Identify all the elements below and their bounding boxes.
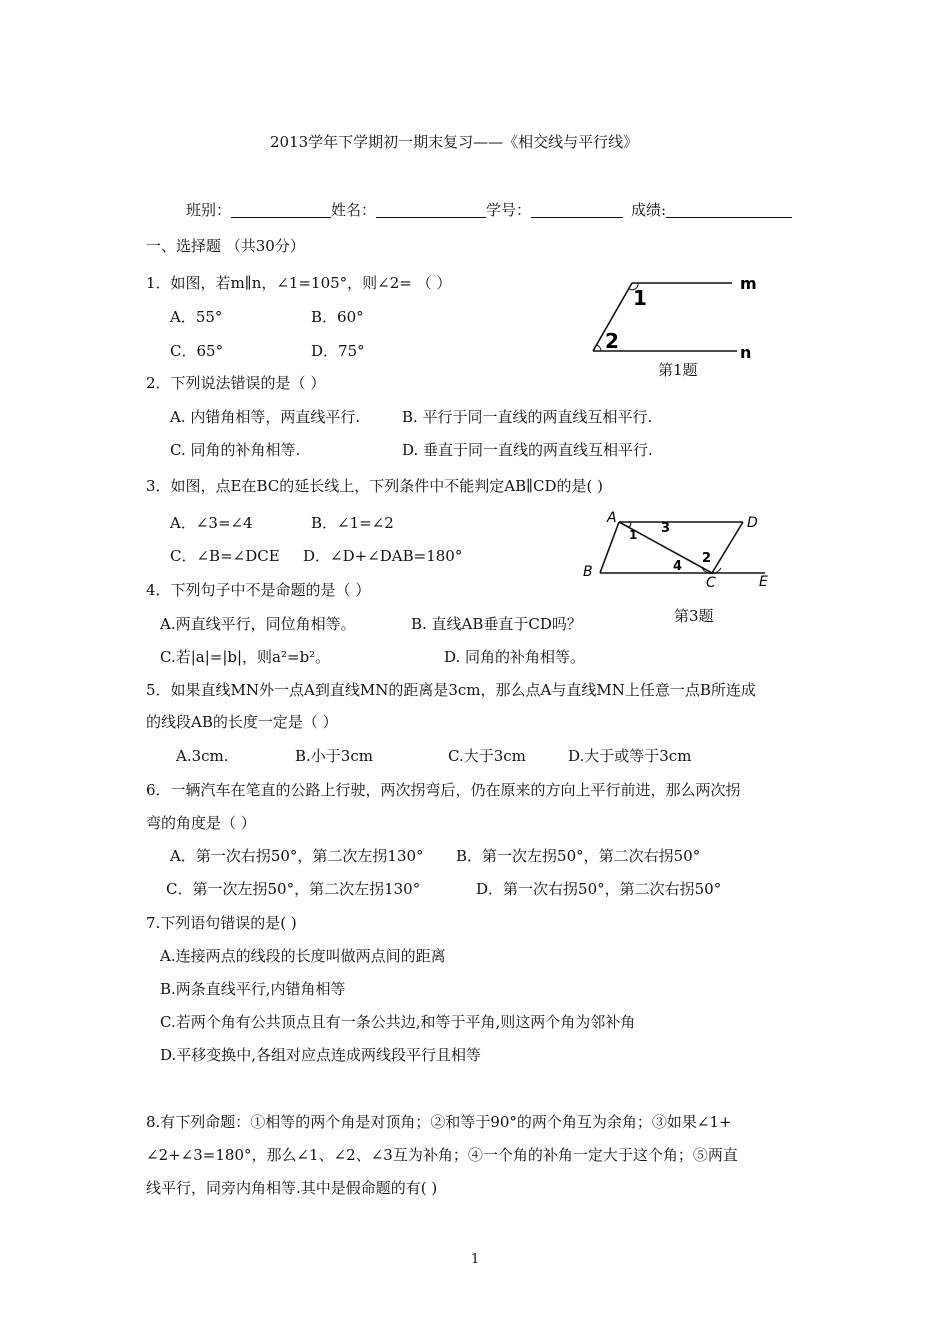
score-label: 成绩:: [631, 201, 667, 219]
q7-option-d: D.平移变换中,各组对应点连成两线段平行且相等: [160, 1046, 482, 1064]
q4-option-c: C.若|a|=|b|，则a²=b²。: [160, 648, 331, 666]
q2-option-d: D. 垂直于同一直线的两直线互相平行.: [402, 441, 653, 459]
label-m: m: [740, 274, 757, 293]
q4-option-d: D. 同角的补角相等。: [444, 648, 586, 666]
q1-option-b: B．60°: [311, 308, 364, 326]
q3-option-c: C．∠B=∠DCE: [170, 547, 280, 565]
q6-option-a: A．第一次右拐50°，第二次左拐130°: [170, 847, 424, 865]
page-title: 2013学年下学期初一期末复习——《相交线与平行线》: [270, 133, 639, 151]
q7-option-b: B.两条直线平行,内错角相等: [160, 980, 346, 998]
q5-option-b: B.小于3cm: [295, 747, 373, 765]
q8-line-2: ∠2+∠3=180°，那么∠1、∠2、∠3互为补角；④一个角的补角一定大于这个角；⑤两直: [146, 1146, 738, 1164]
label-angle-2: 2: [702, 551, 712, 566]
q7-stem: 7.下列语句错误的是( ): [146, 914, 297, 932]
q2-option-a: A. 内错角相等，两直线平行.: [170, 408, 361, 426]
q3-option-d: D．∠D+∠DAB=180°: [303, 547, 463, 565]
q1-option-a: A．55°: [170, 308, 223, 326]
q7-option-a: A.连接两点的线段的长度叫做两点间的距离: [160, 947, 446, 965]
student-info-line: [186, 200, 792, 220]
id-label: 学号：: [486, 201, 532, 219]
label-angle-1: 1: [629, 528, 638, 542]
q6-option-c: C．第一次左拐50°，第二次左拐130°: [166, 880, 421, 898]
section-heading: 一、选择题 （共30分）: [146, 237, 305, 255]
q7-option-c: C.若两个角有公共顶点且有一条公共边,和等于平角,则这两个角为邻补角: [160, 1013, 636, 1031]
q6-line-1: 6．一辆汽车在笔直的公路上行驶，两次拐弯后，仍在原来的方向上平行前进，那么两次拐: [146, 781, 741, 799]
q5-option-d: D.大于或等于3cm: [568, 747, 692, 765]
q6-option-d: D．第一次右拐50°，第二次右拐50°: [476, 880, 722, 898]
q6-line-2: 弯的角度是（ ）: [146, 814, 256, 832]
q1-figure: [585, 272, 765, 362]
label-a: A: [607, 510, 617, 526]
label-c: C: [706, 575, 716, 591]
label-d: D: [747, 515, 758, 531]
label-n: n: [740, 343, 752, 362]
q5-line-1: 5．如果直线MN外一点A到直线MN的距离是3cm，那么点A与直线MN上任意一点B所连成: [146, 681, 756, 699]
id-blank[interactable]: [531, 201, 623, 218]
q2-option-b: B. 平行于同一直线的两直线互相平行.: [402, 408, 653, 426]
q1-figure-caption: 第1题: [658, 361, 698, 379]
page-number: 1: [471, 1252, 480, 1267]
q4-option-b: B. 直线AB垂直于CD吗？: [411, 615, 582, 633]
q1-option-c: C．65°: [170, 342, 224, 360]
q6-option-b: B．第一次左拐50°，第二次右拐50°: [456, 847, 701, 865]
q2-stem: 2．下列说法错误的是（ ）: [146, 374, 326, 392]
class-label: 班别：: [186, 201, 232, 219]
q3-option-a: A．∠3=∠4: [170, 514, 253, 532]
q1-option-d: D．75°: [311, 342, 365, 360]
q1-stem: 1．如图，若m∥n，∠1=105°，则∠2= （ ）: [146, 274, 452, 292]
q3-option-b: B．∠1=∠2: [311, 514, 394, 532]
class-blank[interactable]: [231, 201, 331, 218]
segment-ab: [600, 522, 619, 573]
q4-stem: 4．下列句子中不是命题的是（ ）: [146, 581, 371, 599]
q8-line-3: 线平行，同旁内角相等.其中是假命题的有( ): [146, 1179, 438, 1197]
q5-option-c: C.大于3cm: [448, 747, 526, 765]
score-blank[interactable]: [666, 201, 792, 218]
name-blank[interactable]: [376, 201, 486, 218]
q5-line-2: 的线段AB的长度一定是（ ）: [146, 713, 338, 731]
q3-figure: [575, 506, 785, 596]
q8-line-1: 8.有下列命题：①相等的两个角是对顶角；②和等于90°的两个角互为余角；③如果∠1+: [146, 1113, 732, 1131]
q3-figure-caption: 第3题: [674, 607, 714, 625]
label-angle-3: 3: [661, 521, 671, 536]
label-e: E: [759, 574, 768, 590]
label-2: 2: [605, 329, 619, 353]
label-1: 1: [633, 286, 647, 310]
label-angle-4: 4: [673, 559, 683, 574]
segment-cd: [712, 522, 743, 573]
name-label: 姓名：: [331, 201, 377, 219]
label-b: B: [583, 564, 593, 580]
q4-option-a: A.两直线平行，同位角相等。: [160, 615, 356, 633]
q3-stem: 3．如图，点E在BC的延长线上，下列条件中不能判定AB∥CD的是( ): [146, 477, 604, 495]
q5-option-a: A.3cm.: [176, 747, 229, 765]
q2-option-c: C. 同角的补角相等.: [170, 441, 301, 459]
